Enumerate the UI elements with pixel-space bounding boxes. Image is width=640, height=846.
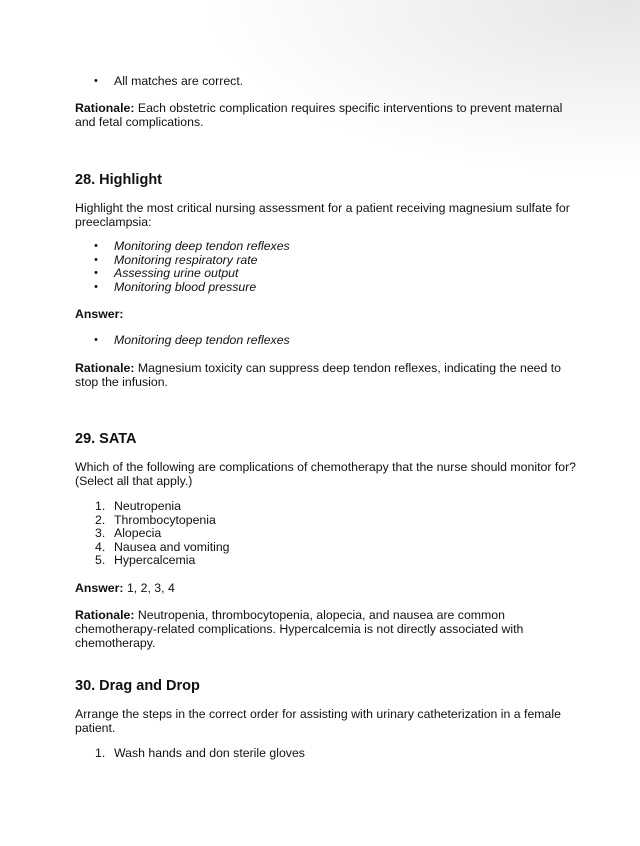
rationale-label: Rationale: [75,361,135,375]
list-item: 1. Wash hands and don sterile gloves [95,746,305,760]
list-item: • Monitoring deep tendon reflexes [75,240,580,254]
list-item: 2. Thrombocytopenia [95,512,216,527]
list-item: • Monitoring deep tendon reflexes [75,334,580,348]
q30-prompt: Arrange the steps in the correct order for assisting with urinary catheterization in a female patient. [75,707,561,735]
rationale-text: Each obstetric complication requires specific interventions to prevent maternal and fetal complications. [75,101,563,129]
answer-text: 1, 2, 3, 4 [126,581,175,595]
q29-rationale [75,608,580,650]
answer-label: Answer: [75,581,124,595]
q28-options [75,240,580,294]
list-item: • All matches are correct. [75,75,580,89]
rationale-label: Rationale: [75,608,135,622]
list-item: 4. Nausea and vomiting [95,539,230,554]
q29-prompt: Which of the following are complications of chemotherapy that the nurse should monitor for? (Select all that apply.) [75,460,577,488]
q28-answer [75,334,580,348]
q30-title: 30. Drag and Drop [75,678,200,694]
list-item: • Monitoring respiratory rate [75,254,580,268]
rationale-label: Rationale: [75,101,135,115]
list-item: • Monitoring blood pressure [75,281,580,295]
prev-answer-list [75,75,580,89]
prev-rationale [75,101,580,129]
q29-options [75,500,580,568]
q29-answer [75,581,580,595]
rationale-text: Neutropenia, thrombocytopenia, alopecia, and nausea are common chemotherapy-related complications. Hypercalcemia is not directly associated with chemotherapy. [75,608,524,650]
q28-prompt: Highlight the most critical nursing assessment for a patient receiving magnesium sulfate for preeclampsia: [75,201,570,229]
rationale-text: Magnesium toxicity can suppress deep tendon reflexes, indicating the need to stop the infusion. [75,361,562,389]
q28-rationale [75,361,580,389]
list-item: 3. Alopecia [95,526,162,541]
list-item: 5. Hypercalcemia [95,553,196,568]
q28-title: 28. Highlight [75,172,162,188]
q29-title: 29. SATA [75,431,137,447]
q30-steps [75,747,580,761]
list-item: 1. Neutropenia [95,499,181,513]
q28-answer-label: Answer: [75,307,124,321]
list-item: • Assessing urine output [75,267,580,281]
